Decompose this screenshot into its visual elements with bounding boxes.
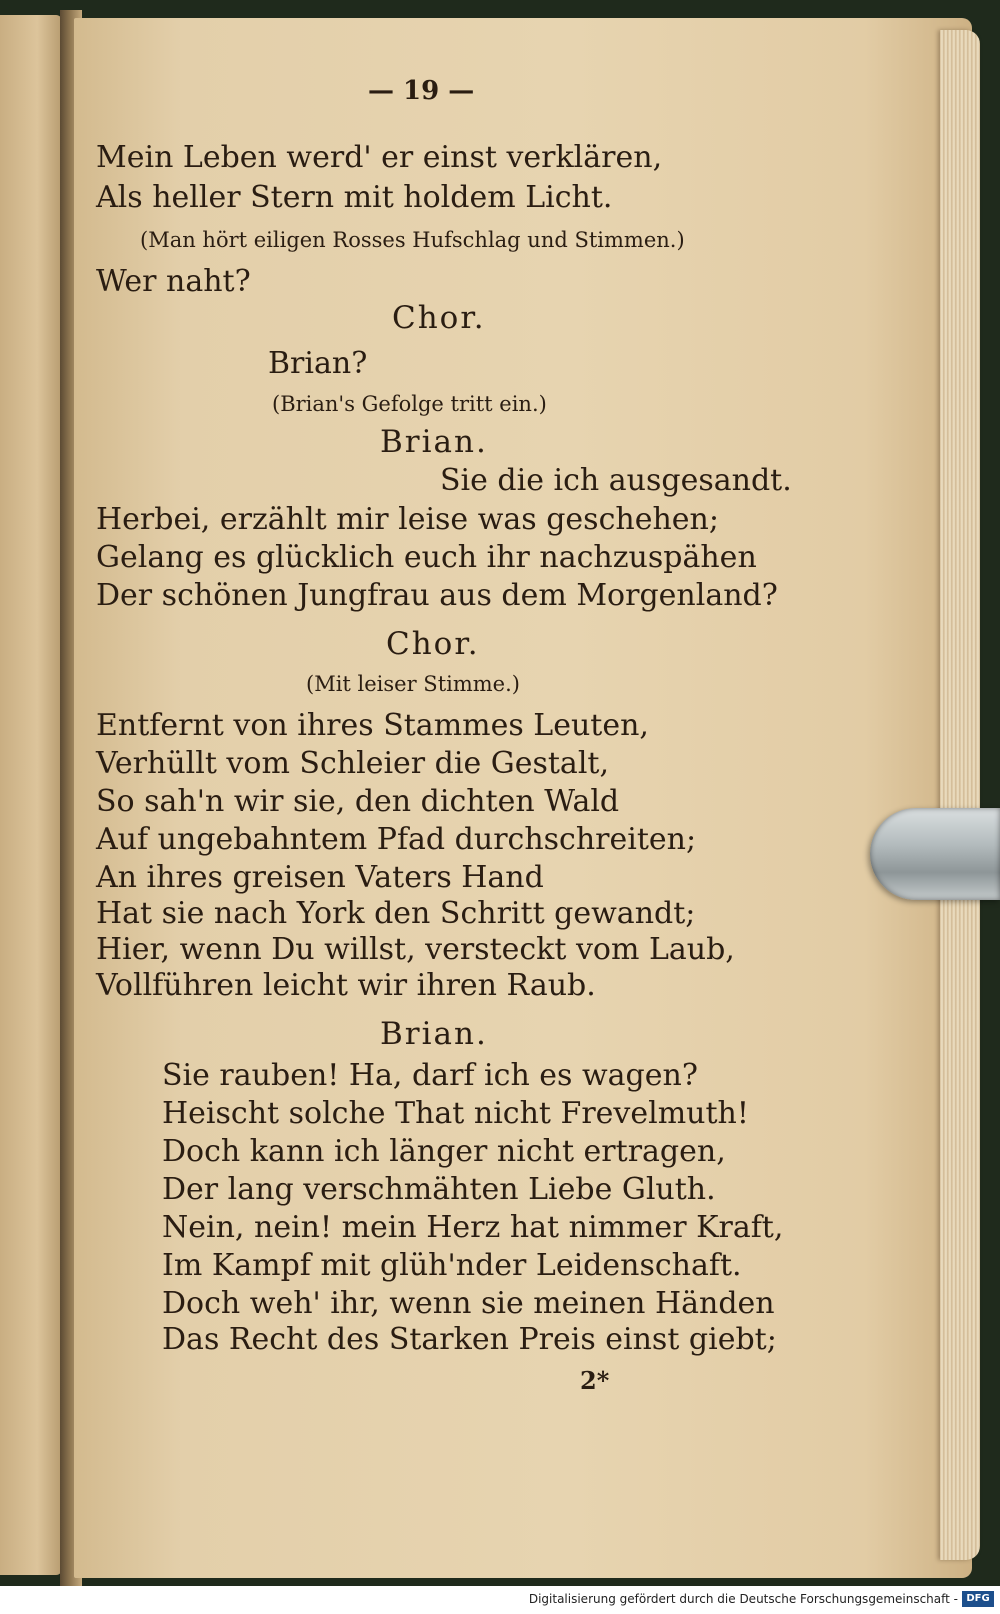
footer-bar [0, 1586, 1000, 1614]
verse-line: Entfernt von ihres Stammes Leuten, [96, 708, 649, 743]
verse-line: Brian? [268, 346, 368, 381]
verse-line: Sie die ich ausgesandt. [440, 463, 792, 498]
verse-line: Gelang es glücklich euch ihr nachzuspähen [96, 540, 757, 575]
verse-line: Das Recht des Starken Preis einst giebt; [162, 1322, 777, 1357]
verse-line: So sah'n wir sie, den dichten Wald [96, 784, 620, 819]
dfg-logo-icon: DFG [962, 1591, 994, 1607]
verse-line: Herbei, erzählt mir leise was geschehen; [96, 502, 719, 537]
stage-direction: (Man hört eiligen Rosses Hufschlag und Stimmen.) [140, 228, 685, 252]
verse-line: Vollführen leicht wir ihren Raub. [96, 968, 596, 1003]
verse-line: Im Kampf mit glüh'nder Leidenschaft. [162, 1248, 742, 1283]
stage-direction: (Brian's Gefolge tritt ein.) [272, 392, 547, 416]
page-number: — 19 — [368, 76, 475, 106]
verse-line: Hat sie nach York den Schritt gewandt; [96, 896, 696, 931]
signature-mark: 2* [580, 1366, 610, 1395]
stage-direction: (Mit leiser Stimme.) [306, 672, 520, 696]
verse-line: Heischt solche That nicht Frevelmuth! [162, 1096, 749, 1131]
verse-line: Doch weh' ihr, wenn sie meinen Händen [162, 1286, 775, 1321]
speaker-name: Chor. [392, 300, 486, 336]
verse-line: Mein Leben werd' er einst verklären, [96, 140, 663, 175]
verse-line: An ihres greisen Vaters Hand [96, 860, 544, 895]
verse-line: Nein, nein! mein Herz hat nimmer Kraft, [162, 1210, 784, 1245]
verse-line: Auf ungebahntem Pfad durchschreiten; [96, 822, 697, 857]
verse-line: Wer naht? [96, 264, 251, 299]
verse-line: Doch kann ich länger nicht ertragen, [162, 1134, 726, 1169]
verse-line: Verhüllt vom Schleier die Gestalt, [96, 746, 610, 781]
speaker-name: Brian. [380, 424, 488, 460]
verse-line: Der lang verschmähten Liebe Gluth. [162, 1172, 716, 1207]
verse-line: Als heller Stern mit holdem Licht. [96, 180, 613, 215]
verse-line: Der schönen Jungfrau aus dem Morgenland? [96, 578, 778, 613]
verse-line: Hier, wenn Du willst, versteckt vom Laub, [96, 932, 735, 967]
verse-line: Sie rauben! Ha, darf ich es wagen? [162, 1058, 698, 1093]
speaker-name: Brian. [380, 1016, 488, 1052]
speaker-name: Chor. [386, 626, 480, 662]
funding-credit: Digitalisierung gefördert durch die Deutsche Forschungsgemeinschaft - [528, 1592, 958, 1606]
